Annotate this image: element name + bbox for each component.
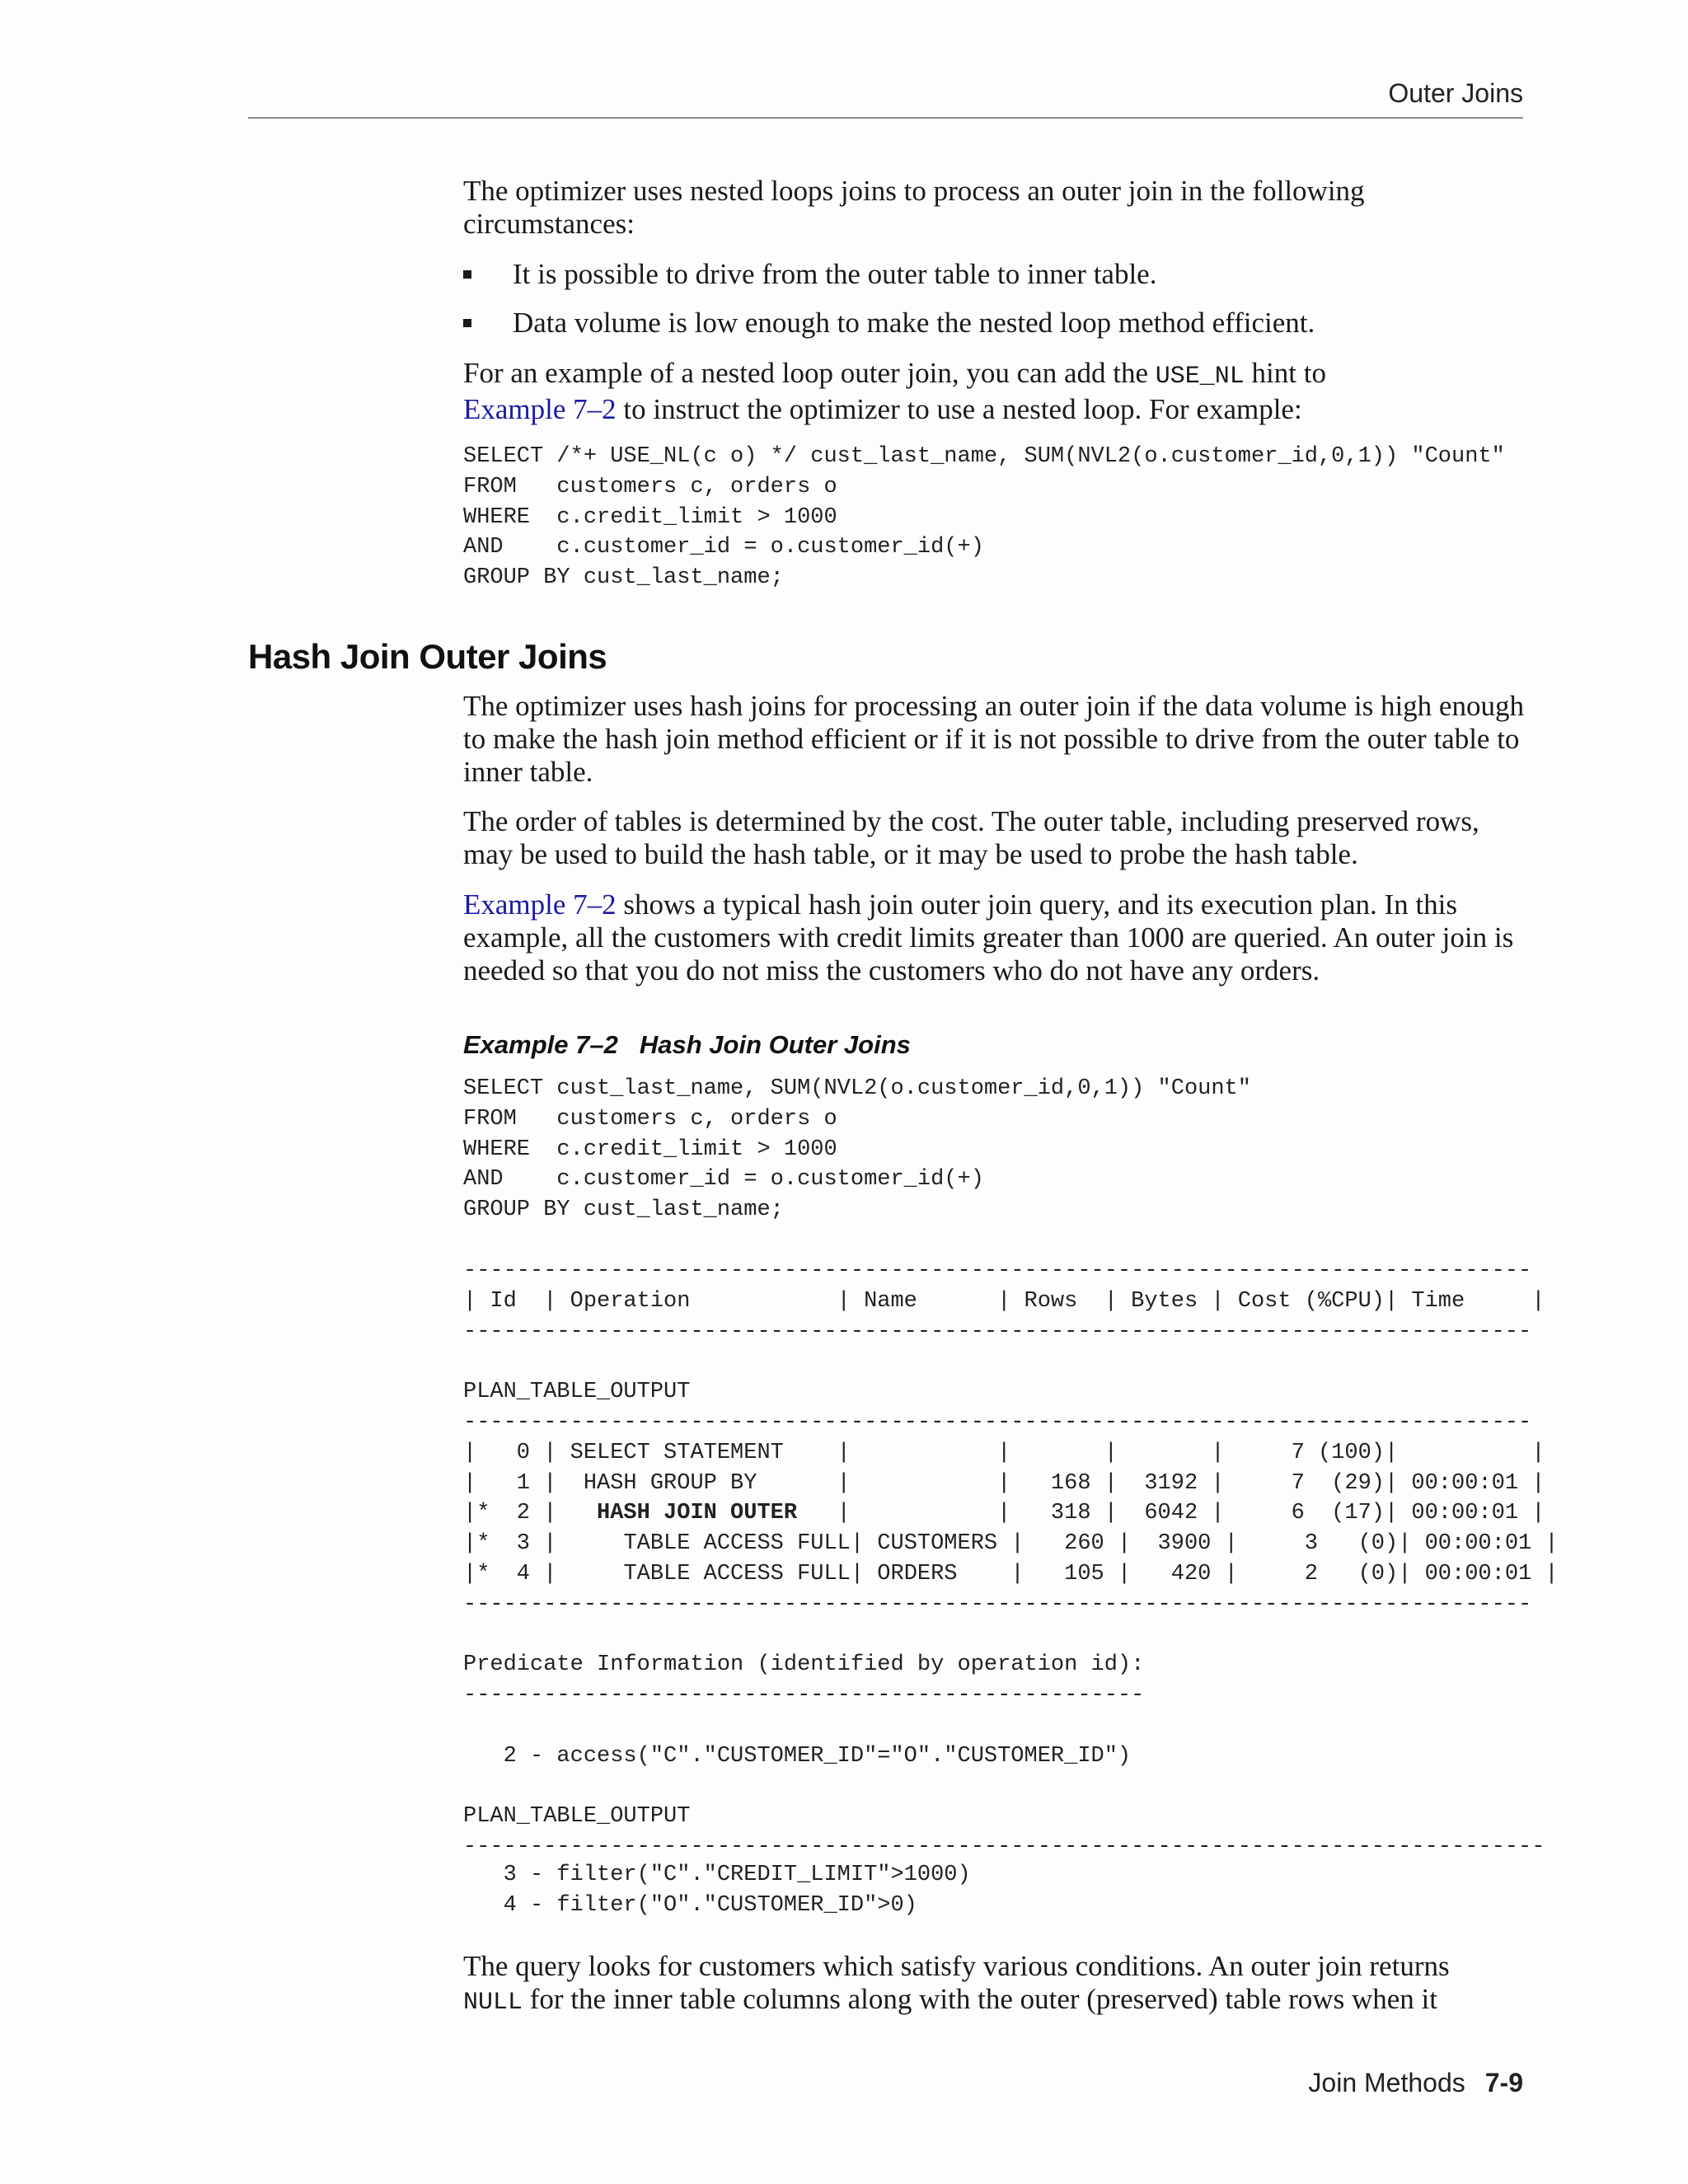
- plan-header-row: | Id | Operation | Name | Rows | Bytes | Cost (%CPU)| Time |: [463, 1288, 1545, 1314]
- predicate-line: 2 - access("C"."CUSTOMER_ID"="O"."CUSTOMER_ID"): [463, 1743, 1132, 1769]
- blank-line: [463, 1620, 1526, 1651]
- plan-operation: HASH GROUP BY: [583, 1470, 824, 1496]
- plan-row: [463, 1438, 1545, 1469]
- predicate-rule: ---------------------------------------------------: [463, 1683, 1145, 1708]
- plan-cell-text: | 1 |: [463, 1470, 584, 1496]
- query-code-block: SELECT cust_last_name, SUM(NVL2(o.customer_id,0,1)) "Count" FROM customers c, orders o WHERE c.credit_limit > 1000 AND c.customer_id = o.customer_id(+) GROUP BY cust_last_name;: [463, 1076, 1251, 1223]
- inline-code: USE_NL: [1155, 363, 1245, 391]
- blank-line: [463, 1347, 1526, 1377]
- plan-cell-text: | 0 |: [463, 1440, 570, 1465]
- footer-page-number: 7-9: [1484, 2068, 1523, 2097]
- text-run: hint to: [1244, 357, 1326, 389]
- section-heading: Hash Join Outer Joins: [248, 637, 607, 676]
- plan-operation: HASH JOIN OUTER: [597, 1501, 824, 1526]
- plan-rule: --------------------------------------------------------------------------------: [463, 1258, 1532, 1283]
- plan-cell-text: |* 2 |: [463, 1501, 598, 1526]
- bullet-text: Data volume is low enough to make the nested loop method efficient.: [513, 307, 1315, 339]
- text-run: The query looks for customers which satisfy various conditions. An outer join returns: [463, 1950, 1450, 1982]
- plan-operation: TABLE ACCESS FULL: [623, 1531, 851, 1557]
- bullet-text: It is possible to drive from the outer table to inner table.: [513, 258, 1157, 290]
- closing-paragraph: [463, 1950, 1526, 2019]
- example-title: Hash Join Outer Joins: [639, 1030, 911, 1059]
- predicate-title: Predicate Information (identified by operation id):: [463, 1652, 1145, 1678]
- plan-operation: SELECT STATEMENT: [570, 1440, 824, 1465]
- text-run: to instruct the optimizer to use a nested loop. For example:: [616, 393, 1302, 425]
- plan-operation: TABLE ACCESS FULL: [623, 1561, 851, 1586]
- hash-join-paragraph-1: The optimizer uses hash joins for processing an outer join if the data volume is high enough to make the hash join method efficient or if it is not possible to drive from the outer table to inner table.: [463, 690, 1524, 788]
- plan-rule: --------------------------------------------------------------------------------: [463, 1591, 1532, 1617]
- example-number: Example 7–2: [463, 1030, 618, 1059]
- plan-row: [463, 1529, 1559, 1559]
- text-run: shows a typical hash join outer join query, and its execution plan. In this example, all the customers with credit limits greater than 1000 are queried. An outer join is needed so that you do not miss the customers who do not have any orders.: [463, 888, 1514, 987]
- page-footer: [1308, 2065, 1523, 2100]
- plan-cell-text: | | | | 7 (100)| |: [823, 1440, 1545, 1465]
- example-link[interactable]: Example 7–2: [463, 393, 617, 425]
- example-caption: [463, 1029, 911, 1062]
- bullet-marker: [463, 319, 471, 327]
- bullet-marker: [463, 270, 471, 279]
- plan-cell-text: | CUSTOMERS | 260 | 3900 | 3 (0)| 00:00:01 |: [850, 1531, 1559, 1557]
- plan-row: [463, 1559, 1559, 1590]
- plan-row: [463, 1469, 1545, 1499]
- nested-loop-example-paragraph: [463, 357, 1526, 426]
- intro-paragraph: The optimizer uses nested loops joins to process an outer join in the following circumstances:: [463, 175, 1365, 240]
- plan-cell-text: | ORDERS | 105 | 420 | 2 (0)| 00:00:01 |: [850, 1561, 1559, 1586]
- plan-rule: --------------------------------------------------------------------------------: [463, 1319, 1532, 1344]
- hash-join-paragraph-3: [463, 888, 1526, 987]
- hash-join-paragraph-2: The order of tables is determined by the cost. The outer table, including preserved rows, may be used to build the hash table, or it may be used to probe the hash table.: [463, 805, 1479, 870]
- plan-cell-text: | | 318 | 6042 | 6 (17)| 00:00:01 |: [823, 1501, 1545, 1526]
- filter-lines: 3 - filter("C"."CREDIT_LIMIT">1000) 4 - filter("O"."CUSTOMER_ID">0): [503, 1863, 971, 1918]
- text-run: For an example of a nested loop outer join, you can add the: [463, 357, 1156, 389]
- plan-label: PLAN_TABLE_OUTPUT: [463, 1804, 691, 1830]
- running-header: [248, 73, 1523, 119]
- example-link[interactable]: Example 7–2: [463, 888, 617, 921]
- plan-cell-text: |* 4 |: [463, 1561, 624, 1586]
- execution-plan-block: [463, 1256, 1559, 1863]
- footer-chapter: Join Methods: [1308, 2068, 1465, 2097]
- plan-cell-text: | | 168 | 3192 | 7 (29)| 00:00:01 |: [823, 1470, 1545, 1496]
- nested-loop-code-block: SELECT /*+ USE_NL(c o) */ cust_last_name, SUM(NVL2(o.customer_id,0,1)) "Count" FROM customers c, orders o WHERE c.credit_limit > 1000 AND c.customer_id = o.customer_id(+) GROUP BY cust_last_name;: [463, 444, 1505, 591]
- inline-code: NULL: [463, 1989, 523, 2017]
- plan-cell-text: |* 3 |: [463, 1531, 624, 1557]
- plan-rule: --------------------------------------------------------------------------------: [463, 1409, 1532, 1435]
- running-header-title: Outer Joins: [1388, 78, 1523, 108]
- blank-line: [463, 1711, 1526, 1741]
- plan-row-highlighted: [463, 1498, 1545, 1529]
- blank-line: [463, 1772, 1526, 1802]
- plan-label: PLAN_TABLE_OUTPUT: [463, 1380, 691, 1405]
- text-run: for the inner table columns along with the outer (preserved) table rows when it: [523, 1983, 1437, 2015]
- plan-rule: ---------------------------------------------------------------------------------: [463, 1835, 1545, 1860]
